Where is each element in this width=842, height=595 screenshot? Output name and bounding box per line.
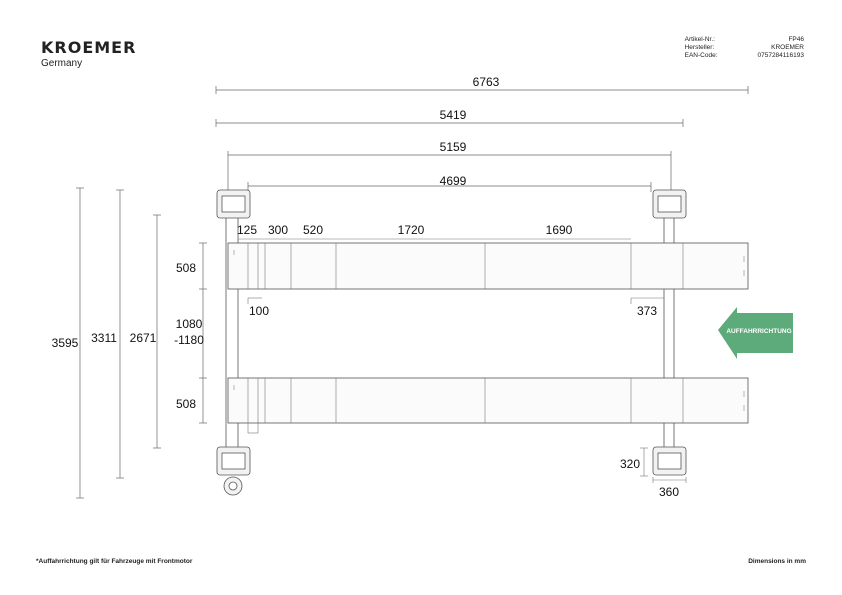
dim-seg-1720: 1720 [397,223,425,237]
meta-value: FP46 [788,36,804,43]
dim-post-depth: 320 [619,457,641,471]
brand-subtitle: Germany [41,58,83,69]
dim-post-inner: 4699 [439,174,467,188]
meta-value: 0757284116193 [757,52,804,59]
dim-total-length: 6763 [472,75,500,89]
dim-track-top: 508 [175,261,197,275]
dim-post-outer: 5159 [439,140,467,154]
dim-track-bottom: 508 [175,397,197,411]
dim-gap-min: 1080 [175,317,203,331]
dim-gap-max: -1180 [174,333,204,347]
dim-seg-125: 125 [236,223,258,237]
direction-label: AUFFAHRRICHTUNG [726,328,792,335]
dim-outer-width: 3311 [91,331,117,345]
footnote: *Auffahrrichtung gilt für Fahrzeuge mit Frontmotor [36,558,193,565]
dim-seg-300: 300 [267,223,289,237]
dim-seg-520: 520 [302,223,324,237]
dim-offset-100: 100 [248,304,270,318]
dim-seg-1690: 1690 [545,223,573,237]
dim-total-width: 3595 [51,336,79,350]
meta-key: EAN-Code: [684,52,718,59]
meta-value: KROEMER [771,44,804,51]
meta-key: Artikel-Nr.: [684,36,715,43]
dim-offset-373: 373 [636,304,658,318]
brand-name: KROEMER [41,38,137,57]
meta-key: Hersteller: [684,44,715,51]
dim-post-width: 360 [658,485,680,499]
dim-inner-width: 2671 [129,331,157,345]
units-note: Dimensions in mm [748,558,806,565]
dim-ramp-length: 5419 [439,108,467,122]
